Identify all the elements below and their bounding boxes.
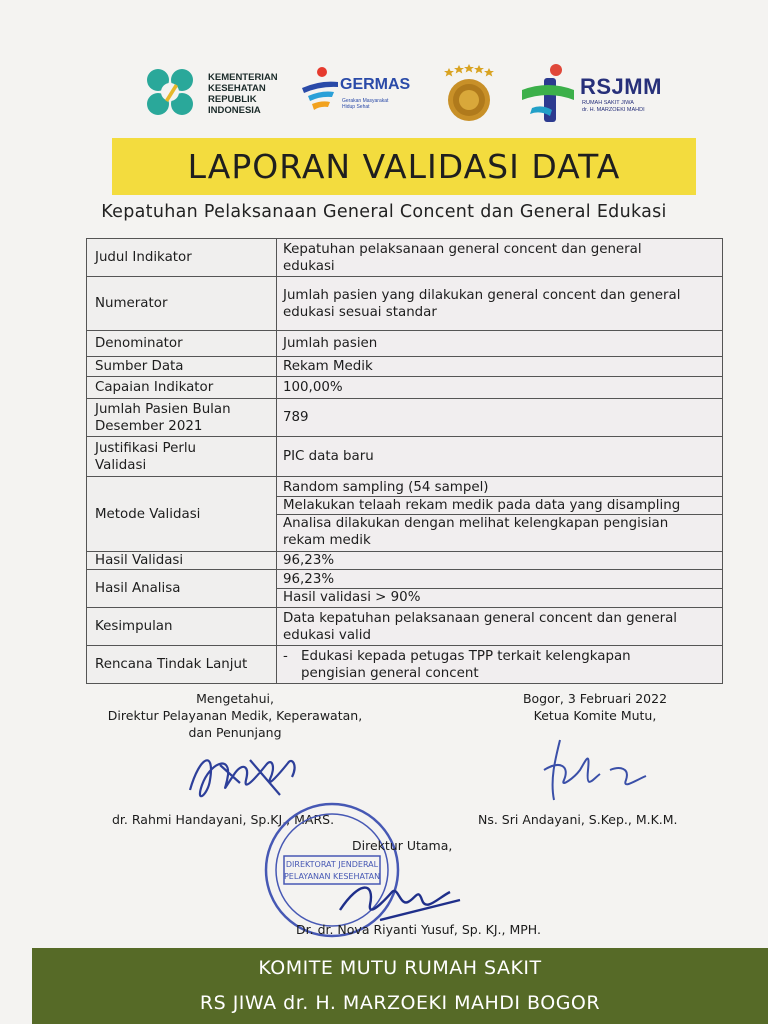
left-signature-block: Mengetahui, Direktur Pelayanan Medik, Keperawatan, dan Penunjang [107,691,363,740]
row-label: Hasil Analisa [87,570,277,608]
row-value: 96,23% [277,552,723,570]
rsjmm-emblem-icon [518,60,578,124]
page-subtitle: Kepatuhan Pelaksanaan General Concent dan General Edukasi [101,202,667,222]
table-row [87,477,723,552]
table-row [87,608,723,646]
row-value: 789 [277,399,723,437]
row-label: Denominator [87,331,277,357]
rsjmm-tagline: RUMAH SAKIT JIWA dr. H. MARZOEKI MAHDI [582,100,645,113]
stamp-text-2: PELAYANAN KESEHATAN [283,872,381,881]
row-value: 96,23% Hasil validasi > 90% [277,570,723,608]
accreditation-star-seal-icon [435,60,503,124]
table-row [87,646,723,684]
table-row [87,357,723,377]
row-value: Rekam Medik [277,357,723,377]
row-value: PIC data baru [277,437,723,477]
right-signature-image [530,730,660,815]
director-signature-image [330,870,470,930]
row-value: 100,00% [277,377,723,399]
table-row [87,239,723,277]
row-value: Random sampling (54 sampel) Melakukan telaah rekam medik pada data yang disampling Analisa dilakukan dengan melihat kelengkapan pengisian rekam medik [277,477,723,552]
row-label: Judul Indikator [87,239,277,277]
row-label: Jumlah Pasien Bulan Desember 2021 [87,399,277,437]
kemenkes-logo [138,60,298,128]
table-row [87,331,723,357]
right-signature-block: Bogor, 3 Februari 2022 Ketua Komite Mutu, [522,691,668,723]
left-signature-image [180,735,310,810]
row-label: Rencana Tindak Lanjut [87,646,277,684]
footer-line-1: KOMITE MUTU RUMAH SAKIT [258,957,542,979]
row-value: - Edukasi kepada petugas TPP terkait kelengkapan pengisian general concent [277,646,723,684]
row-label: Sumber Data [87,357,277,377]
row-label: Kesimpulan [87,608,277,646]
row-value: Data kepatuhan pelaksanaan general concent dan general edukasi valid [277,608,723,646]
title-banner [112,138,696,195]
row-label: Numerator [87,277,277,331]
footer-line-2: RS JIWA dr. H. MARZOEKI MAHDI BOGOR [199,992,601,1014]
germas-logo [298,60,426,128]
table-row [87,570,723,608]
row-label: Metode Validasi [87,477,277,552]
row-label: Hasil Validasi [87,552,277,570]
right-signatory-name: Ns. Sri Andayani, S.Kep., M.K.M. [478,812,678,827]
row-value: Jumlah pasien [277,331,723,357]
rsjmm-name: RSJMM [580,74,662,99]
director-name: Dr. dr. Nova Riyanti Yusuf, Sp. KJ., MPH. [296,922,541,937]
table-row [87,377,723,399]
logo-row [130,60,690,128]
validation-table [86,238,723,684]
director-title: Direktur Utama, [352,838,453,853]
row-label: Capaian Indikator [87,377,277,399]
table-row [87,437,723,477]
germas-tagline: Gerakan Masyarakat Hidup Sehat [342,98,389,110]
row-value: Jumlah pasien yang dilakukan general concent dan general edukasi sesuai standar [277,277,723,331]
table-row [87,399,723,437]
row-value: Kepatuhan pelaksanaan general concent dan general edukasi [277,239,723,277]
table-row [87,277,723,331]
germas-name: GERMAS [340,76,411,93]
footer-banner [32,948,768,1024]
accreditation-logo [435,60,503,128]
rsjmm-logo [518,60,688,128]
stamp-text-1: DIREKTORAT JENDERAL [285,860,379,869]
kemenkes-text: KEMENTERIAN KESEHATAN REPUBLIK INDONESIA [208,72,278,116]
page-title: LAPORAN VALIDASI DATA [187,147,621,186]
germas-figure-icon [298,60,342,124]
kemenkes-emblem-icon [138,60,202,124]
row-label: Justifikasi Perlu Validasi [87,437,277,477]
table-row [87,552,723,570]
left-signatory-name: dr. Rahmi Handayani, Sp.KJ., MARS. [112,812,335,827]
